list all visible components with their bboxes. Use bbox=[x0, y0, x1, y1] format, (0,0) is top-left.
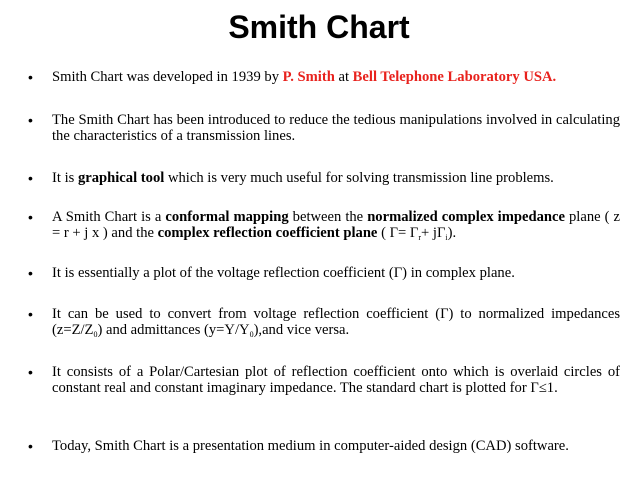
bullet-item bbox=[28, 170, 620, 187]
bullet-text: between the bbox=[288, 209, 368, 225]
bullet-text: It is essentially a plot of the voltage reflection coefficient (Γ) in complex plane. bbox=[52, 265, 515, 281]
bullet-dot: • bbox=[28, 265, 33, 281]
bullet-dot: • bbox=[28, 69, 33, 85]
equation-text: ). bbox=[447, 224, 457, 241]
inventor-name: P. Smith bbox=[282, 69, 335, 85]
organization-name: Bell Telephone Laboratory USA. bbox=[352, 69, 557, 85]
equation-text: + jΓ bbox=[421, 224, 446, 241]
bullet-dot: • bbox=[28, 112, 33, 128]
bullet-text: which is very much useful for solving transmission line problems. bbox=[164, 170, 554, 186]
bullet-item bbox=[28, 69, 620, 86]
bullet-text: ) and admittances (y=Y/Y bbox=[97, 321, 250, 338]
bullet-text: A Smith Chart is a bbox=[52, 209, 166, 225]
subscript: r bbox=[418, 232, 422, 242]
subscript: 0 bbox=[249, 329, 254, 339]
bullet-text: It is bbox=[52, 170, 78, 186]
bullet-item bbox=[28, 112, 620, 144]
equation-text: ( Γ= Γ bbox=[377, 224, 419, 241]
subscript: i bbox=[445, 232, 448, 242]
bullet-text: It can be used to convert from voltage reflection coefficient (Γ) to normalized impedances (z=Z/Z bbox=[52, 306, 620, 338]
bullet-text: at bbox=[334, 69, 353, 85]
bullet-item bbox=[28, 306, 620, 339]
bold-term: conformal mapping bbox=[165, 209, 289, 225]
bold-term: graphical tool bbox=[77, 170, 165, 186]
bullet-item bbox=[28, 364, 620, 396]
slide-title: Smith Chart bbox=[228, 9, 410, 45]
bullet-dot: • bbox=[28, 306, 33, 322]
bullet-dot: • bbox=[28, 170, 33, 186]
bullet-item bbox=[28, 265, 620, 282]
bullet-text: ),and vice versa. bbox=[253, 321, 350, 338]
bullet-dot: • bbox=[28, 364, 33, 380]
bullet-dot: • bbox=[28, 209, 33, 225]
bullet-item bbox=[28, 438, 620, 455]
bullet-text: plane ( z = r + j x ) and the bbox=[52, 209, 620, 241]
subscript: 0 bbox=[93, 329, 98, 339]
bold-term: complex reflection coefficient plane bbox=[157, 224, 378, 241]
bullet-text: Smith Chart was developed in 1939 by bbox=[52, 69, 283, 85]
bullet-text: It consists of a Polar/Cartesian plot of reflection coefficient onto which is overlaid circles of constant real and constant imaginary impedance. The standard chart is plotted for Γ≤1. bbox=[52, 364, 620, 396]
bold-term: normalized complex impedance bbox=[367, 209, 565, 225]
bullet-dot: • bbox=[28, 438, 33, 454]
bullet-text: Today, Smith Chart is a presentation medium in computer-aided design (CAD) software. bbox=[52, 438, 569, 454]
bullet-text: The Smith Chart has been introduced to reduce the tedious manipulations involved in calculating the characteristics of a transmission lines. bbox=[52, 112, 620, 144]
bullet-item bbox=[28, 209, 620, 242]
